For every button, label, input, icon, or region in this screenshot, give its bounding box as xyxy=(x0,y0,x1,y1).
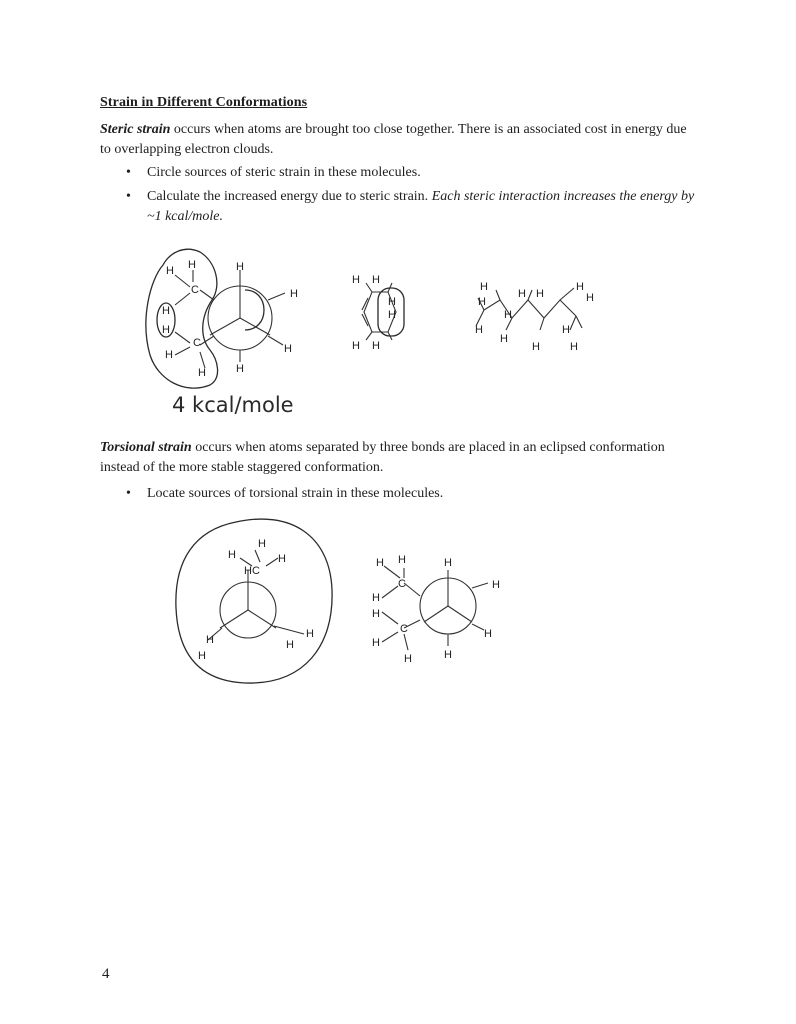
atom-label: H xyxy=(165,349,173,361)
atom-label: H xyxy=(570,341,578,353)
atom-label: H xyxy=(162,305,170,317)
atom-label: H xyxy=(236,261,244,273)
atom-label: H xyxy=(166,265,174,277)
atom-label: H xyxy=(206,634,214,646)
atom-label: H xyxy=(372,592,380,604)
atom-label: H xyxy=(388,296,396,308)
atom-label: C xyxy=(398,578,406,590)
torsional-newman-molecule xyxy=(372,554,500,665)
atom-label: H xyxy=(372,608,380,620)
handwritten-energy-answer: 4 kcal/mole xyxy=(172,393,294,417)
atom-label: H xyxy=(352,340,360,352)
atom-label: H xyxy=(586,292,594,304)
atom-label: H xyxy=(188,259,196,271)
steric-newman-molecule xyxy=(146,249,298,388)
atom-label: H xyxy=(576,281,584,293)
atom-label: H xyxy=(278,553,286,565)
atom-label: H xyxy=(562,324,570,336)
torsional-strain-term: Torsional strain xyxy=(100,440,192,455)
atom-label: H xyxy=(404,653,412,665)
atom-label: H xyxy=(198,650,206,662)
atom-label: H xyxy=(388,309,396,321)
atom-label: H xyxy=(478,296,486,308)
atom-label: H xyxy=(376,557,384,569)
atom-label: H xyxy=(372,274,380,286)
atom-label: H xyxy=(198,367,206,379)
atom-label: H xyxy=(306,628,314,640)
steric-strain-intro: occurs when atoms are brought too close together. There is an associated cost in energy due to overlapping electron clouds. xyxy=(100,122,687,157)
atom-label: H xyxy=(532,341,540,353)
atom-label: H xyxy=(352,274,360,286)
atom-label: H xyxy=(284,343,292,355)
atom-label: H xyxy=(500,333,508,345)
steric-bullet-item: • Calculate the increased energy due to steric strain. Each steric interaction increases the energy by ~1 kcal/mole. xyxy=(122,187,702,227)
atom-label: H xyxy=(286,639,294,651)
section-heading: Strain in Different Conformations xyxy=(100,95,308,110)
atom-label: H xyxy=(372,340,380,352)
steric-bullet-item: • Circle sources of steric strain in these molecules. xyxy=(122,163,702,183)
atom-label: H xyxy=(492,579,500,591)
atom-label: H xyxy=(228,549,236,561)
atom-label: H xyxy=(484,628,492,640)
atom-label: C xyxy=(400,623,408,635)
steric-chain-molecule xyxy=(475,281,594,353)
atom-label: H xyxy=(290,288,298,300)
atom-label: H xyxy=(444,649,452,661)
atom-label: H xyxy=(536,288,544,300)
atom-label: H xyxy=(518,288,526,300)
atom-label: H xyxy=(258,538,266,550)
page-number: 4 xyxy=(102,966,110,982)
steric-ring-molecule xyxy=(352,274,404,352)
atom-label: H xyxy=(444,557,452,569)
atom-label: H xyxy=(480,281,488,293)
atom-label: HC xyxy=(244,565,260,577)
atom-label: H xyxy=(504,309,512,321)
atom-label: H xyxy=(372,637,380,649)
torsional-bullet-item: • Locate sources of torsional strain in these molecules. xyxy=(122,484,702,504)
torsional-eclipsed-molecule xyxy=(176,519,332,683)
torsional-strain-intro: occurs when atoms separated by three bonds are placed in an eclipsed conformation instead of the more stable staggered conformation. xyxy=(100,440,665,475)
atom-label: H xyxy=(162,324,170,336)
steric-handwritten-arc xyxy=(245,290,264,330)
atom-label: C xyxy=(193,337,201,349)
torsional-bullet-list xyxy=(122,484,702,508)
atom-label: H xyxy=(236,363,244,375)
torsional-strain-definition xyxy=(100,438,700,478)
atom-label: H xyxy=(398,554,406,566)
steric-strain-term: Steric strain xyxy=(100,122,171,137)
atom-label: H xyxy=(475,324,483,336)
atom-label: C xyxy=(191,284,199,296)
